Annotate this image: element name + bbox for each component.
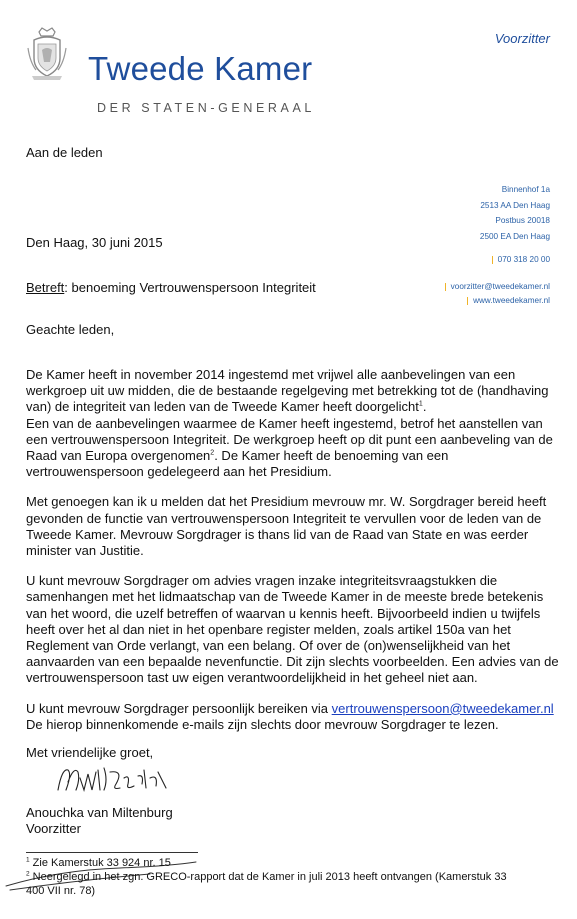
body-line: De hierop binnenkomende e-mails zijn slechts door mevrouw Sorgdrager te lezen.	[26, 716, 499, 732]
body-text: van) de integriteit van leden van de Tweede Kamer heeft doorgelicht	[26, 399, 419, 415]
website-marker-icon	[467, 297, 468, 305]
footnote-text: Neergelegd in het zgn. GRECO-rapport dat de Kamer in juli 2013 heeft ontvangen (Kamerstuk 33	[29, 871, 507, 883]
addressee: Aan de leden	[26, 145, 103, 160]
body-line: De Kamer heeft in november 2014 ingestemd met vrijwel alle aanbevelingen van een	[26, 367, 516, 382]
subject-text: : benoeming Vertrouwenspersoon Integriteit	[64, 280, 316, 295]
address-street: Binnenhof 1a	[501, 185, 550, 194]
address-phone	[480, 252, 550, 268]
body-text: U kunt mevrouw Sorgdrager persoonlijk bereiken via	[26, 700, 332, 716]
phone-marker-icon	[492, 256, 493, 264]
letterhead-name: Tweede Kamer	[88, 50, 313, 87]
footnote-divider	[26, 852, 198, 853]
letterhead-subtitle: DER STATEN-GENERAAL	[97, 101, 315, 115]
body-line: U kunt mevrouw Sorgdrager om advies vragen inzake integriteitsvraagstukken die	[26, 573, 498, 589]
contact-email-text[interactable]: voorzitter@tweedekamer.nl	[450, 282, 550, 291]
signature-image	[54, 760, 174, 802]
body-line: werkgroep uit uw midden, die de bestaande regelgeving met betrekking tot de (handhaving	[26, 383, 549, 399]
paragraph-2	[26, 494, 566, 559]
footnote-1	[26, 856, 566, 870]
salutation: Geachte leden,	[26, 322, 115, 337]
letterhead-role: Voorzitter	[494, 31, 550, 46]
letter-date: Den Haag, 30 juni 2015	[26, 235, 163, 250]
email-marker-icon	[445, 283, 446, 291]
body-line: Een van de aanbevelingen waarmee de Kamer heeft ingestemd, betrof het aanstellen van	[26, 415, 543, 431]
body-line: gevonden de functie van vertrouwenspersoon Integriteit te vervullen voor de leden van de	[26, 510, 542, 526]
footnotes	[26, 856, 566, 898]
body-line: minister van Justitie.	[26, 543, 144, 559]
body-line: vertrouwenspersoon tast uw eigen verantwoordelijkheid in het geheel niet aan.	[26, 670, 478, 686]
footnote-number: 1	[26, 856, 30, 864]
body-line: Met genoegen kan ik u melden dat het Presidium mevrouw mr. W. Sorgdrager bereid heeft	[26, 494, 547, 510]
signer-name: Anouchka van Miltenburg	[26, 805, 173, 820]
address-po-postcode-city: 2500 EA Den Haag	[479, 231, 550, 241]
footnote-number: 2	[26, 870, 30, 878]
contact-block	[445, 280, 550, 308]
contact-website[interactable]	[445, 294, 550, 308]
body-line: samenhangen met het lidmaatschap van de Tweede Kamer in de meeste brede betekenis	[26, 589, 544, 605]
footnote-ref: 1	[418, 401, 423, 409]
contact-website-text[interactable]: www.tweedekamer.nl	[473, 296, 550, 305]
coat-of-arms-icon	[26, 26, 68, 82]
footnote-2-continued	[26, 884, 566, 898]
body-line: vertrouwenspersoon gedelegeerd aan het Presidium.	[26, 464, 332, 480]
body-line: Tweede Kamer. Mevrouw Sorgdrager is thans lid van de Raad van State en was eerder	[26, 526, 529, 542]
phone-number: 070 318 20 00	[497, 255, 550, 265]
body-text: Raad van Europa overgenomen	[26, 448, 211, 464]
footnote-ref: 2	[210, 449, 215, 457]
body-text: .	[422, 399, 427, 415]
body-line: heeft over het al dan niet in het openbare register melden, zoals artikel 150a van het	[26, 621, 511, 637]
body-text: . De Kamer heeft de benoeming van een	[214, 448, 449, 464]
paragraph-1	[26, 367, 566, 480]
body-line: van het woord, die uzelf betreffen of waarvan u kennis heeft. Bijvoorbeeld indien u twijfels	[26, 605, 541, 621]
subject-line	[26, 280, 316, 295]
paragraph-4	[26, 701, 566, 733]
body-line: een vertrouwenspersoon Integriteit. De werkgroep heeft op dit punt een aanbeveling van de	[26, 431, 553, 447]
paragraph-3	[26, 573, 566, 686]
body-line: aanvaarden van een bepaalde nevenfunctie. Dit zijn slechts voorbeelden. Een advies van de	[26, 654, 559, 670]
signer-block	[26, 805, 173, 837]
footnote-text: Zie Kamerstuk 33 924 nr. 15	[29, 857, 171, 869]
letter-body	[26, 367, 566, 747]
body-line	[26, 448, 566, 464]
closing: Met vriendelijke groet,	[26, 745, 154, 760]
address-po-box: Postbus 20018	[495, 216, 550, 226]
footnote-text: 400 VII nr. 78)	[26, 885, 96, 897]
contact-email[interactable]	[445, 280, 550, 294]
footnote-2	[26, 870, 566, 884]
address-postcode-city: 2513 AA Den Haag	[480, 200, 550, 210]
body-line	[26, 701, 566, 717]
confidant-email-link[interactable]: vertrouwenspersoon@tweedekamer.nl	[331, 700, 554, 716]
sender-address-block	[480, 182, 550, 268]
body-line	[26, 399, 566, 415]
subject-label: Betreft	[26, 280, 65, 295]
signer-title: Voorzitter	[26, 821, 81, 836]
body-line: Reglement van Orde verlangt, van een belang. Of over de (on)wenselijkheid van het	[26, 638, 511, 654]
